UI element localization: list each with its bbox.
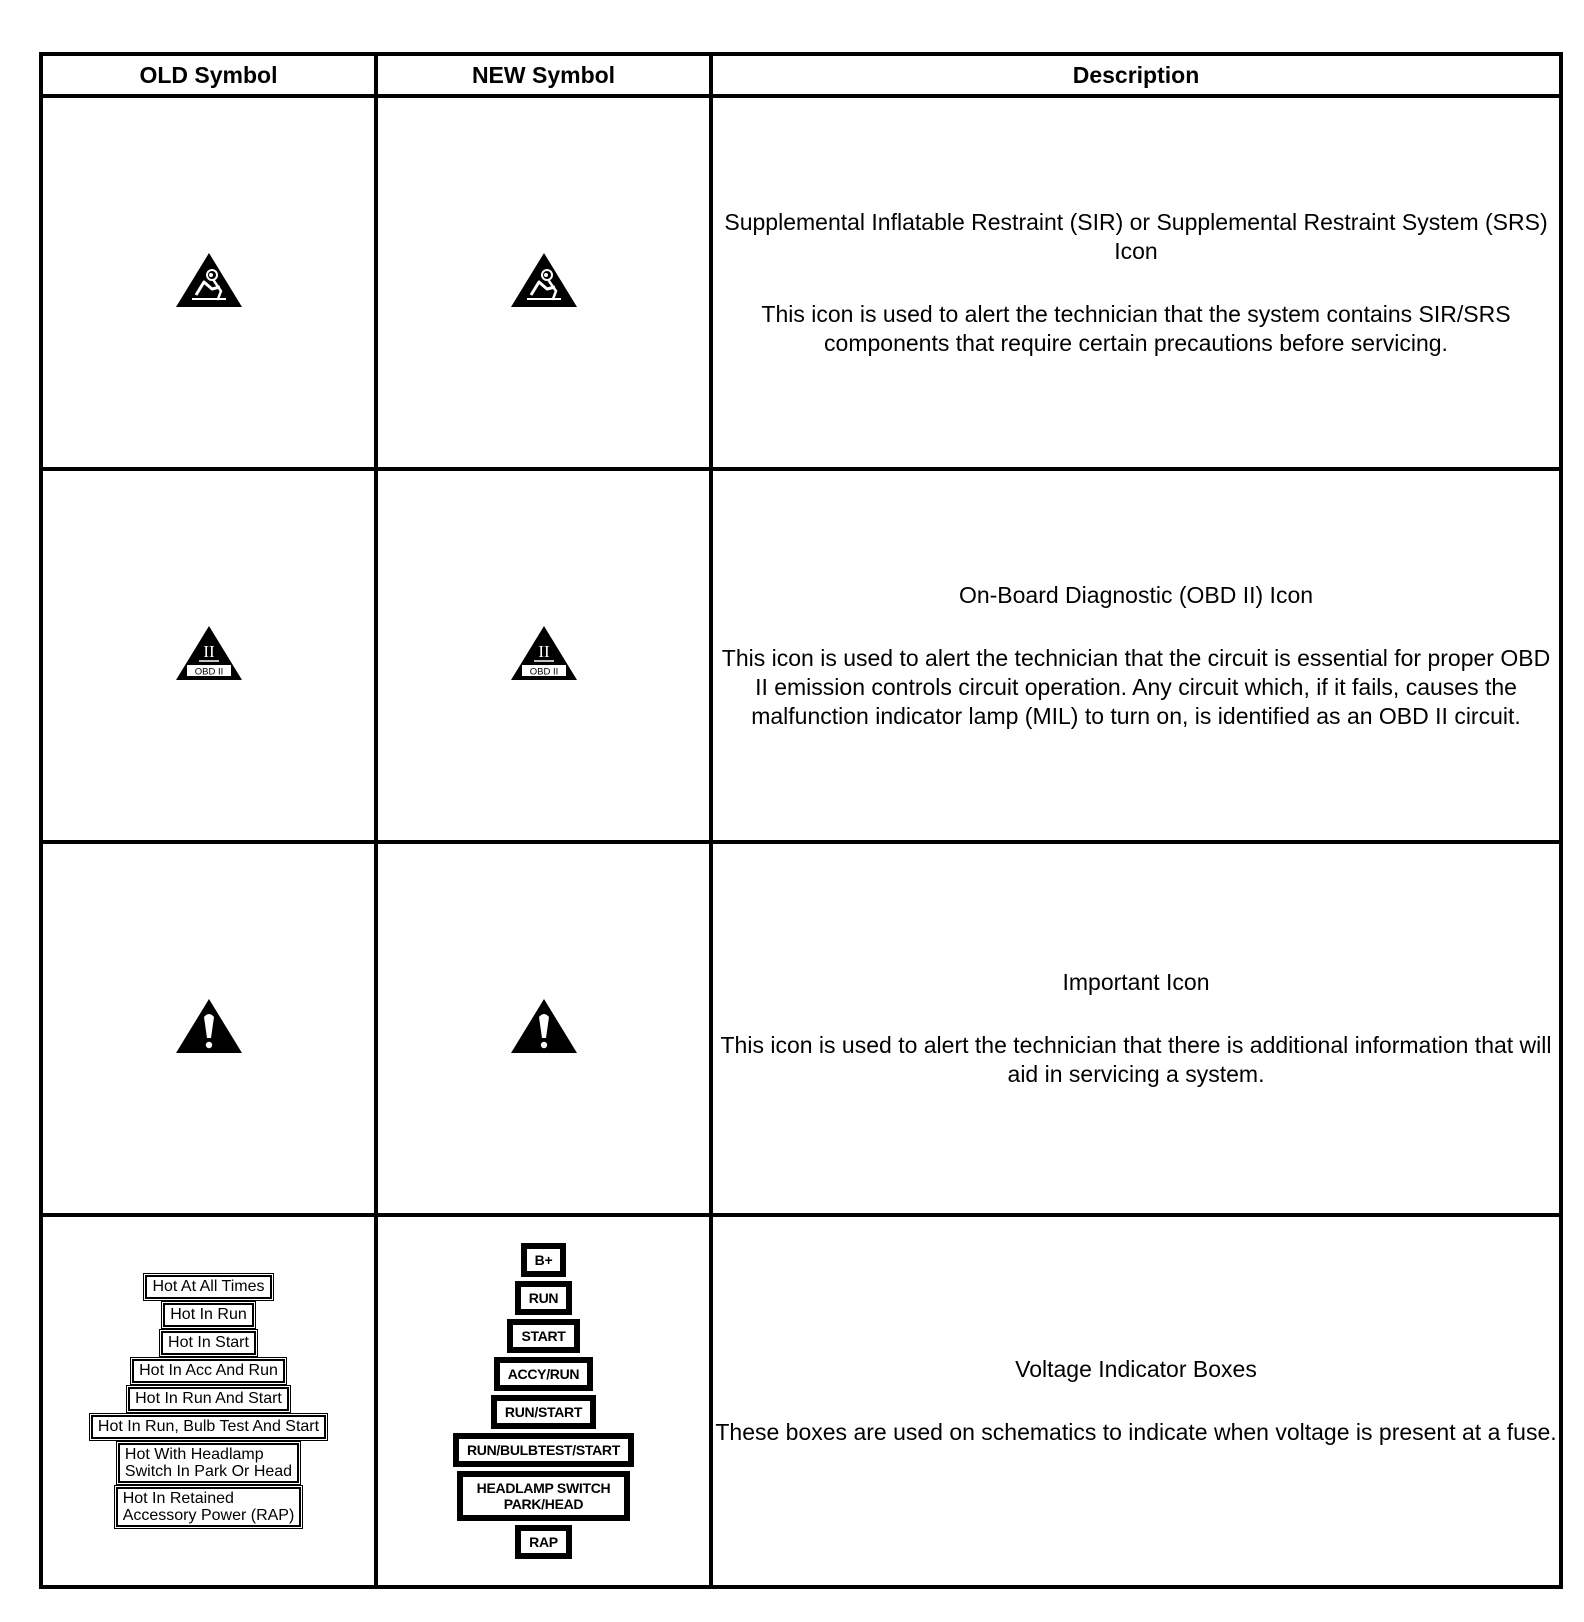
important-exclamation-icon: [509, 997, 579, 1055]
obd-ii-warning-icon: [509, 624, 579, 682]
old-symbol-cell: [41, 842, 376, 1215]
obd-numeral: II: [202, 642, 215, 661]
description-cell: [711, 96, 1561, 469]
new-voltage-box: HEADLAMP SWITCH PARK/HEAD: [457, 1471, 631, 1521]
new-symbol-cell: [376, 96, 711, 469]
new-symbol-header: NEW Symbol: [376, 54, 711, 96]
old-voltage-box-list: [43, 1275, 374, 1527]
description-cell: [711, 469, 1561, 842]
old-voltage-box: Hot In Retained Accessory Power (RAP): [116, 1487, 302, 1527]
obd-label: OBD II: [529, 666, 558, 678]
description-body: This icon is used to alert the technician that the circuit is essential for proper OBD II emission controls circuit operation. Any circuit which, if it fails, causes the malfunction indicator lamp (MIL) to turn on, is identified as an OBD II circuit.: [721, 644, 1551, 729]
obd-numeral: II: [537, 642, 550, 661]
description-cell: [711, 1215, 1561, 1587]
description-cell: [711, 842, 1561, 1215]
description-header: Description: [711, 54, 1561, 96]
old-voltage-box: Hot In Run, Bulb Test And Start: [91, 1415, 326, 1439]
new-voltage-box: ACCY/RUN: [494, 1357, 594, 1391]
old-voltage-box: Hot In Run And Start: [128, 1387, 289, 1411]
symbol-table: [39, 52, 1563, 1589]
old-voltage-box: Hot In Run: [163, 1303, 253, 1327]
description-title: Supplemental Inflatable Restraint (SIR) or Supplemental Restraint System (SRS) Icon: [724, 208, 1548, 264]
old-symbol-cell: [41, 96, 376, 469]
new-voltage-box: START: [507, 1319, 579, 1353]
description-title: Voltage Indicator Boxes: [1015, 1356, 1257, 1382]
new-symbol-cell: [376, 469, 711, 842]
description-body: This icon is used to alert the technician that the system contains SIR/SRS components that require certain precautions before servicing.: [761, 300, 1511, 356]
new-voltage-box: B+: [521, 1243, 567, 1277]
description-title: Important Icon: [1062, 969, 1210, 995]
sir-airbag-warning-icon: [174, 251, 244, 309]
obd-ii-warning-icon: [174, 624, 244, 682]
table-row: [41, 1215, 1561, 1587]
table-row: [41, 96, 1561, 469]
old-symbol-cell: [41, 469, 376, 842]
new-voltage-box-list: [378, 1243, 709, 1559]
new-voltage-box: RUN: [515, 1281, 572, 1315]
old-voltage-box: Hot At All Times: [145, 1275, 271, 1299]
description-body: This icon is used to alert the technician that there is additional information that will aid in servicing a system.: [720, 1032, 1552, 1087]
table-row: [41, 469, 1561, 842]
table-row: [41, 842, 1561, 1215]
header-row: [41, 54, 1561, 96]
old-symbol-header: OLD Symbol: [41, 54, 376, 96]
new-voltage-box: RUN/START: [491, 1395, 596, 1429]
new-voltage-box: RAP: [515, 1525, 572, 1559]
old-voltage-box: Hot In Acc And Run: [132, 1359, 285, 1383]
new-symbol-cell: [376, 842, 711, 1215]
sir-airbag-warning-icon: [509, 251, 579, 309]
important-exclamation-icon: [174, 997, 244, 1055]
new-symbol-cell: [376, 1215, 711, 1587]
new-voltage-box: RUN/BULBTEST/START: [453, 1433, 634, 1467]
description-title: On-Board Diagnostic (OBD II) Icon: [958, 581, 1314, 608]
old-symbol-cell: [41, 1215, 376, 1587]
obd-label: OBD II: [194, 666, 223, 678]
old-voltage-box: Hot In Start: [161, 1331, 256, 1355]
old-voltage-box: Hot With Headlamp Switch In Park Or Head: [118, 1443, 299, 1483]
description-body: These boxes are used on schematics to indicate when voltage is present at a fuse.: [715, 1419, 1557, 1445]
